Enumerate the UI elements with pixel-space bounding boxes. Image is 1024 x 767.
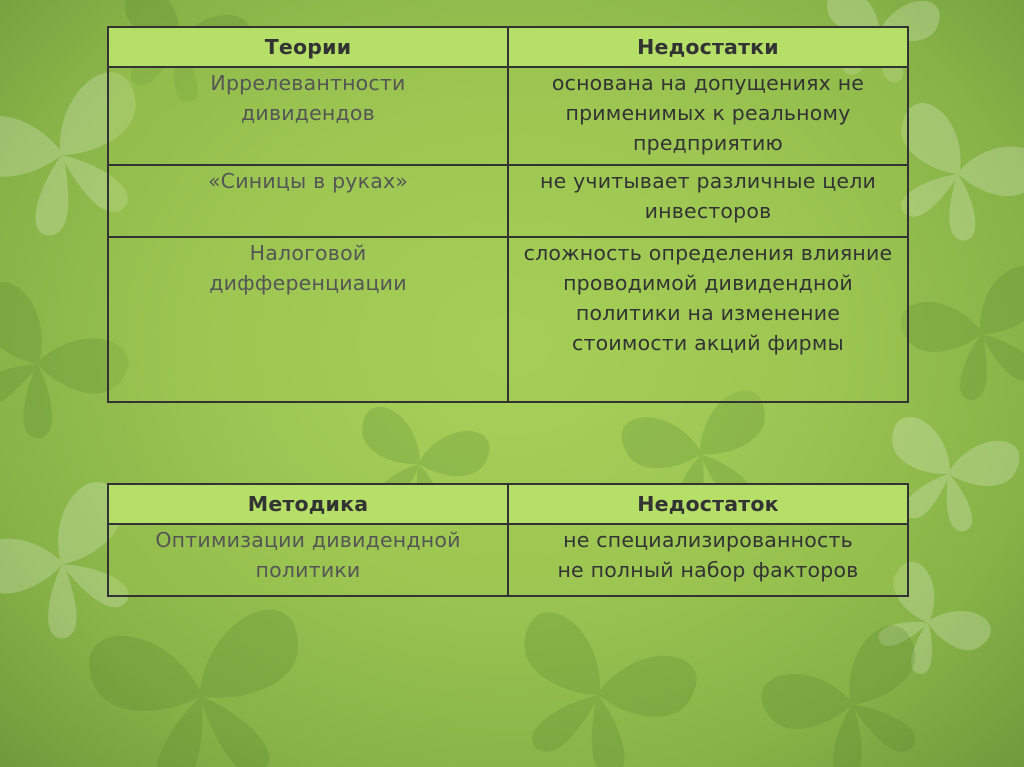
table-row	[108, 165, 908, 237]
drawback-cell: не специализированность не полный набор факторов	[508, 524, 908, 596]
theory-cell: Налоговой дифференциации	[108, 237, 508, 402]
header-method: Методика	[108, 484, 508, 524]
theory-cell: «Синицы в руках»	[108, 165, 508, 237]
table-row	[108, 524, 908, 596]
table-header-row	[108, 27, 908, 67]
method-table	[107, 483, 909, 597]
drawback-cell: не учитывает различные цели инвесторов	[508, 165, 908, 237]
method-cell: Оптимизации дивидендной политики	[108, 524, 508, 596]
table-row	[108, 237, 908, 402]
table-header-row	[108, 484, 908, 524]
header-theories: Теории	[108, 27, 508, 67]
theory-cell: Иррелевантности дивидендов	[108, 67, 508, 165]
header-drawbacks: Недостатки	[508, 27, 908, 67]
drawback-cell: сложность определения влияние проводимой дивидендной политики на изменение стоимости акций фирмы	[508, 237, 908, 402]
header-drawback: Недостаток	[508, 484, 908, 524]
theories-table	[107, 26, 909, 403]
table-row	[108, 67, 908, 165]
drawback-cell: основана на допущениях не применимых к реальному предприятию	[508, 67, 908, 165]
